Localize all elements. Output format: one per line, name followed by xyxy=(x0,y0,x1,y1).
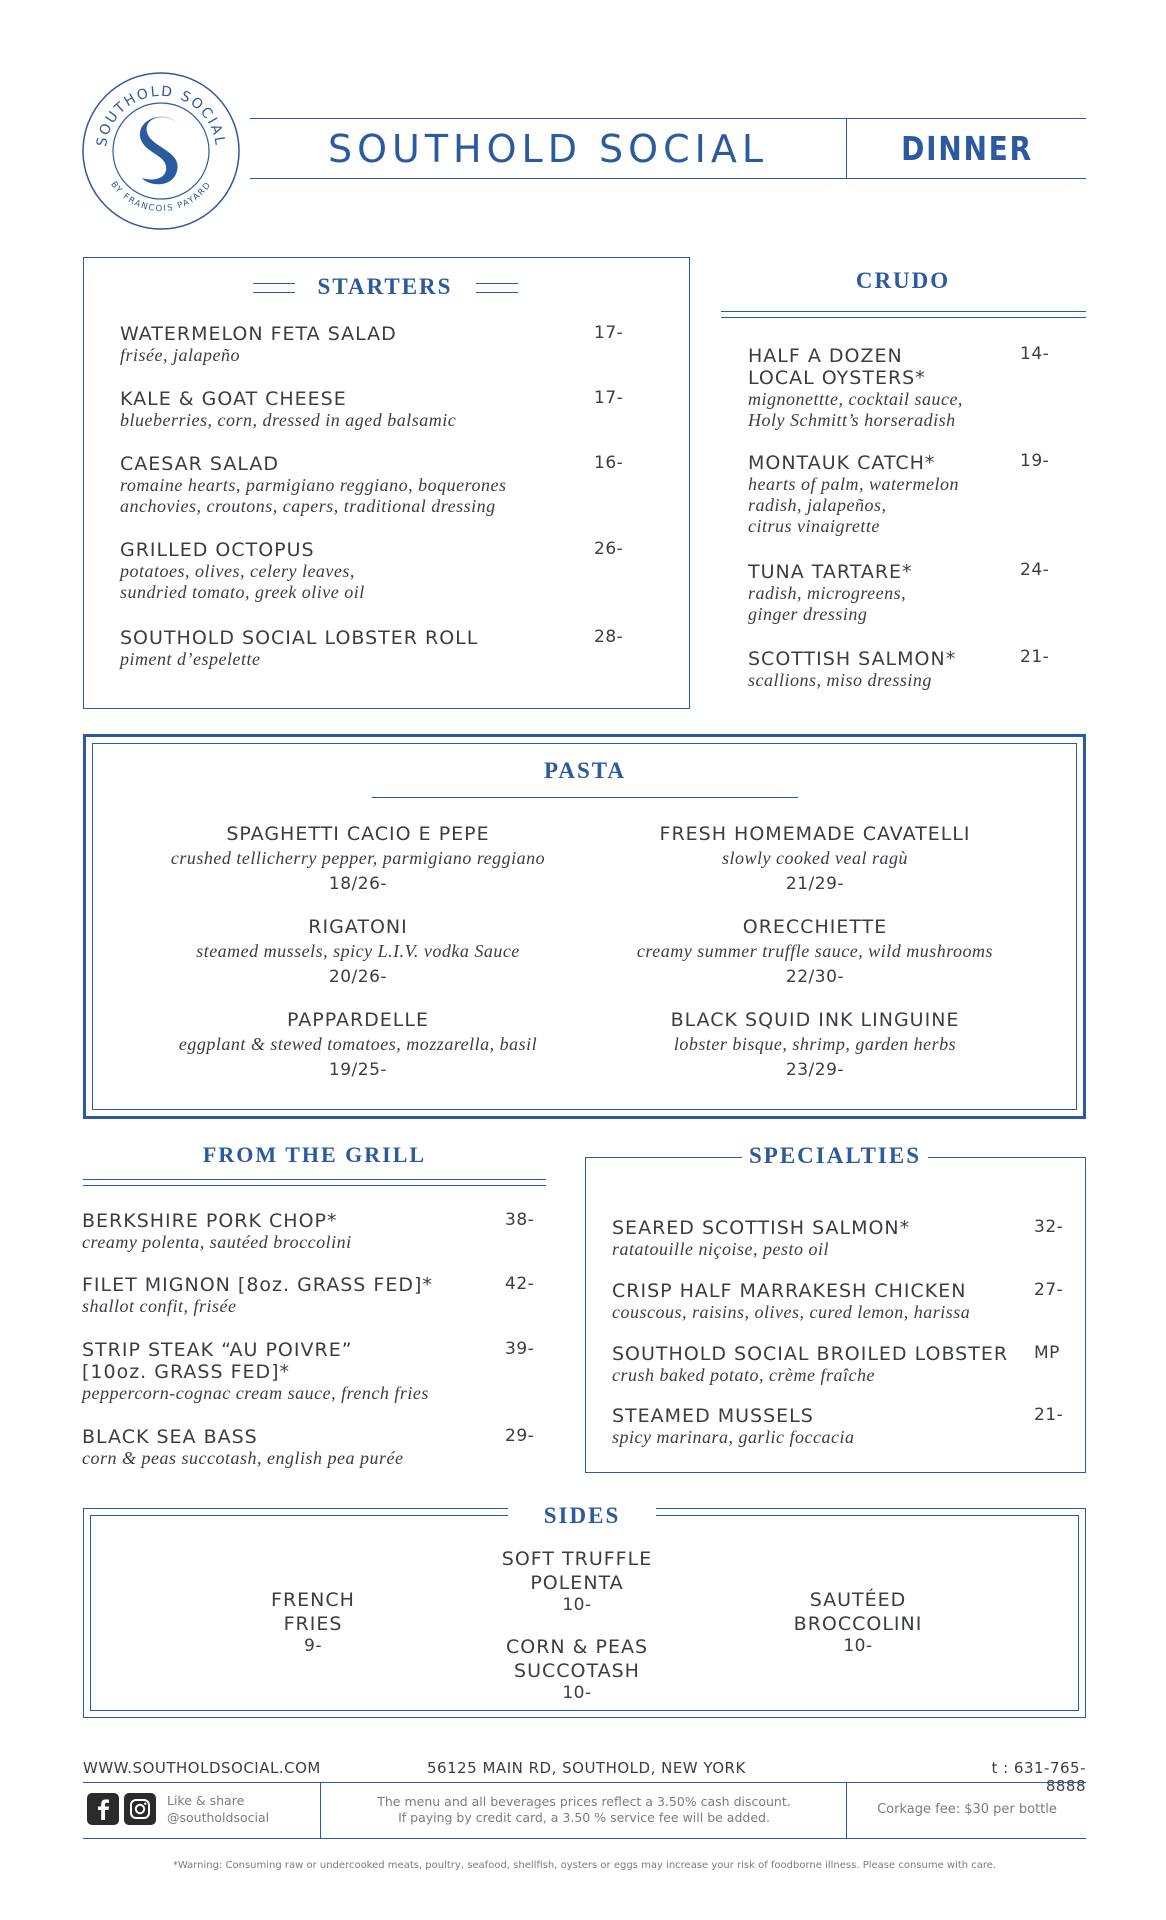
crudo-title: CRUDO xyxy=(855,268,951,293)
menu-item xyxy=(120,323,600,366)
item-price: 23/29- xyxy=(785,1060,845,1080)
item-price: 29- xyxy=(505,1426,535,1446)
menu-item xyxy=(612,1343,1032,1386)
item-description: couscous, raisins, olives, cured lemon, harissa xyxy=(612,1302,971,1322)
payment-line-2: If paying by credit card, a 3.50 % service fee will be added. xyxy=(398,1810,770,1825)
item-name: MONTAUK CATCH* xyxy=(748,452,936,474)
item-price: 42- xyxy=(505,1274,535,1294)
item-price: 26- xyxy=(594,539,624,559)
item-price: 9- xyxy=(304,1636,322,1656)
item-description: spicy marinara, garlic foccacia xyxy=(612,1427,855,1447)
item-price: 39- xyxy=(505,1339,535,1359)
footer-divider-1 xyxy=(320,1782,321,1838)
menu-item xyxy=(120,453,600,517)
item-description: piment d’espelette xyxy=(120,649,261,669)
payment-notice xyxy=(322,1794,846,1826)
item-price: 22/30- xyxy=(785,967,845,987)
item-name: SAUTÉED BROCCOLINI xyxy=(793,1589,923,1635)
header-divider xyxy=(846,118,847,178)
item-price: 38- xyxy=(505,1210,535,1230)
item-description: frisée, jalapeño xyxy=(120,345,240,365)
side-item xyxy=(477,1547,677,1615)
item-price: MP xyxy=(1034,1343,1060,1363)
side-item xyxy=(758,1588,958,1656)
item-price: 19- xyxy=(1020,451,1050,471)
item-name: CAESAR SALAD xyxy=(120,453,279,475)
item-price: 10- xyxy=(562,1595,592,1615)
item-description: romaine hearts, parmigiano reggiano, boquerones anchovies, croutons, capers, traditional dressing xyxy=(120,475,507,516)
item-description: crush baked potato, crème fraîche xyxy=(612,1365,875,1385)
pasta-item xyxy=(133,1009,583,1080)
address: 56125 MAIN RD, SOUTHOLD, NEW YORK xyxy=(427,1759,746,1777)
item-description: peppercorn-cognac cream sauce, french fries xyxy=(82,1383,429,1403)
health-warning: *Warning: Consuming raw or undercooked meats, poultry, seafood, shellfish, oysters or eggs may increase your risk of foodborne illness. Please consume with care. xyxy=(172,1860,997,1871)
pasta-item xyxy=(590,1009,1040,1080)
side-item xyxy=(213,1588,413,1656)
menu-item xyxy=(82,1274,522,1317)
item-name: SOFT TRUFFLE POLENTA xyxy=(501,1548,653,1594)
item-name: FILET MIGNON [8oz. GRASS FED]* xyxy=(82,1274,433,1296)
item-name: SOUTHOLD SOCIAL BROILED LOBSTER xyxy=(612,1343,1009,1365)
item-description: lobster bisque, shrimp, garden herbs xyxy=(673,1034,957,1054)
starters-title: STARTERS xyxy=(317,274,453,299)
item-name: TUNA TARTARE* xyxy=(748,561,913,583)
menu-item xyxy=(612,1280,1022,1323)
footer-rule-top xyxy=(83,1782,1086,1783)
pasta-item xyxy=(590,823,1040,894)
item-price: 16- xyxy=(594,453,624,473)
menu-item xyxy=(120,627,600,670)
item-name: STRIP STEAK “AU POIVRE” [10oz. GRASS FED]* xyxy=(82,1339,353,1383)
item-name: HALF A DOZEN LOCAL OYSTERS* xyxy=(748,345,926,389)
item-name: PAPPARDELLE xyxy=(287,1009,429,1031)
pasta-title: PASTA xyxy=(544,758,626,783)
item-description: radish, microgreens, ginger dressing xyxy=(748,583,907,624)
item-name: CORN & PEAS SUCCOTASH xyxy=(505,1636,649,1682)
item-name: FRENCH FRIES xyxy=(271,1589,355,1635)
corkage-fee: Corkage fee: $30 per bottle xyxy=(877,1802,1057,1817)
item-description: shallot confit, frisée xyxy=(82,1296,237,1316)
logo xyxy=(80,70,242,232)
item-name: WATERMELON FETA SALAD xyxy=(120,323,397,345)
item-description: corn & peas succotash, english pea purée xyxy=(82,1448,404,1468)
menu-item xyxy=(120,388,600,431)
crudo-rule-1 xyxy=(721,311,1086,312)
item-price: 17- xyxy=(594,388,624,408)
item-name: SPAGHETTI CACIO E PEPE xyxy=(226,823,490,845)
phone: t : 631-765-8888 xyxy=(991,1759,1086,1795)
grill-rule-2 xyxy=(83,1185,546,1186)
menu-item xyxy=(748,345,1008,431)
grill-rule-1 xyxy=(83,1179,546,1180)
logo-ring-top: SOUTHOLD SOCIAL xyxy=(94,83,228,148)
social-handle[interactable]: @southoldsocial xyxy=(167,1810,270,1825)
starters-title-ornament-left xyxy=(253,283,295,293)
item-price: 21/29- xyxy=(785,874,845,894)
item-name: FRESH HOMEMADE CAVATELLI xyxy=(659,823,971,845)
item-price: 21- xyxy=(1020,647,1050,667)
social-text xyxy=(167,1792,269,1826)
item-name: SEARED SCOTTISH SALMON* xyxy=(612,1217,911,1239)
menu-item xyxy=(748,648,1008,691)
pasta-item xyxy=(133,823,583,894)
item-name: KALE & GOAT CHEESE xyxy=(120,388,347,410)
item-name: BERKSHIRE PORK CHOP* xyxy=(82,1210,338,1232)
menu-type: DINNER xyxy=(901,129,1033,168)
page-title: SOUTHOLD SOCIAL xyxy=(328,127,768,171)
item-description: crushed tellicherry pepper, parmigiano reggiano xyxy=(170,848,546,868)
item-price: 27- xyxy=(1034,1280,1064,1300)
sides-title: SIDES xyxy=(508,1503,656,1529)
item-price: 19/25- xyxy=(328,1060,388,1080)
pasta-item xyxy=(133,916,583,987)
starters-title-ornament-right xyxy=(476,283,518,293)
item-description: blueberries, corn, dressed in aged balsamic xyxy=(120,410,457,430)
item-description: hearts of palm, watermelon radish, jalapeños, citrus vinaigrette xyxy=(748,474,959,536)
pasta-item xyxy=(590,916,1040,987)
header-rule-top xyxy=(250,118,1086,119)
menu-item xyxy=(82,1339,522,1404)
item-description: eggplant & stewed tomatoes, mozzarella, basil xyxy=(178,1034,538,1054)
item-price: 10- xyxy=(843,1636,873,1656)
menu-item xyxy=(748,561,1008,625)
item-description: potatoes, olives, celery leaves, sundried tomato, greek olive oil xyxy=(120,561,365,602)
item-price: 20/26- xyxy=(328,967,388,987)
footer-rule-bottom xyxy=(83,1838,1086,1839)
item-price: 21- xyxy=(1034,1405,1064,1425)
header-rule-bottom xyxy=(250,178,1086,179)
side-item xyxy=(477,1635,677,1703)
item-name: BLACK SEA BASS xyxy=(82,1426,258,1448)
item-description: slowly cooked veal ragù xyxy=(722,848,908,868)
item-name: STEAMED MUSSELS xyxy=(612,1405,814,1427)
item-price: 24- xyxy=(1020,560,1050,580)
grill-title: FROM THE GRILL xyxy=(202,1142,427,1167)
menu-item xyxy=(612,1217,1022,1260)
item-name: ORECCHIETTE xyxy=(742,916,888,938)
instagram-icon[interactable] xyxy=(124,1793,156,1825)
item-name: RIGATONI xyxy=(308,916,408,938)
payment-line-1: The menu and all beverages prices reflect a 3.50% cash discount. xyxy=(377,1794,791,1809)
pasta-rule xyxy=(372,797,798,798)
crudo-rule-2 xyxy=(721,317,1086,318)
item-price: 17- xyxy=(594,323,624,343)
item-price: 10- xyxy=(562,1683,592,1703)
menu-item xyxy=(82,1426,522,1469)
logo-emblem-icon xyxy=(80,70,242,232)
menu-item xyxy=(82,1210,522,1253)
item-name: BLACK SQUID INK LINGUINE xyxy=(670,1009,960,1031)
item-price: 18/26- xyxy=(328,874,388,894)
item-description: creamy summer truffle sauce, wild mushrooms xyxy=(636,941,994,961)
website-link[interactable]: WWW.SOUTHOLDSOCIAL.COM xyxy=(83,1759,321,1777)
facebook-icon[interactable] xyxy=(87,1793,119,1825)
item-name: SOUTHOLD SOCIAL LOBSTER ROLL xyxy=(120,627,479,649)
item-description: scallions, miso dressing xyxy=(748,670,932,690)
specialties-title: SPECIALTIES xyxy=(742,1143,928,1169)
logo-ring-bottom: BY FRANCOIS PAYARD xyxy=(108,179,214,215)
item-price: 14- xyxy=(1020,344,1050,364)
menu-item xyxy=(120,539,600,603)
menu-item xyxy=(612,1405,1022,1448)
item-description: mignonettte, cocktail sauce, Holy Schmitt’s horseradish xyxy=(748,389,963,430)
item-description: creamy polenta, sautéed broccolini xyxy=(82,1232,352,1252)
menu-item xyxy=(748,452,1008,537)
social-line-1: Like & share xyxy=(167,1793,245,1808)
svg-text:BY FRANCOIS PAYARD xyxy=(108,180,213,214)
item-description: ratatouille niçoise, pesto oil xyxy=(612,1239,829,1259)
item-name: GRILLED OCTOPUS xyxy=(120,539,315,561)
item-description: steamed mussels, spicy L.I.V. vodka Sauce xyxy=(196,941,520,961)
item-name: SCOTTISH SALMON* xyxy=(748,648,957,670)
footer-divider-2 xyxy=(846,1782,847,1838)
item-price: 32- xyxy=(1034,1217,1064,1237)
item-name: CRISP HALF MARRAKESH CHICKEN xyxy=(612,1280,967,1302)
item-price: 28- xyxy=(594,627,624,647)
